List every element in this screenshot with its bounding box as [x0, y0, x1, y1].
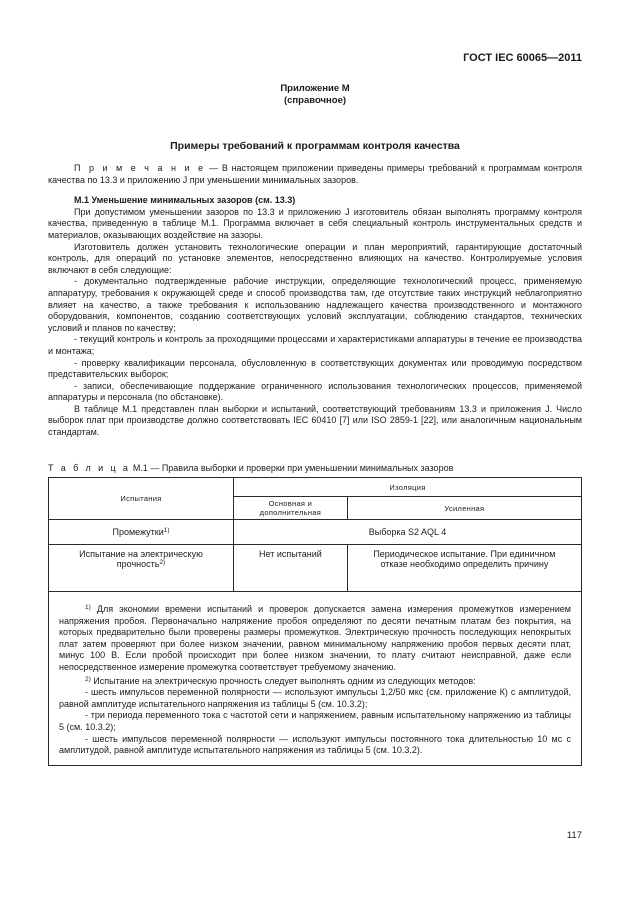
row-gaps-value: Выборка S2 AQL 4 [234, 520, 582, 545]
appendix-subtitle: (справочное) [283, 95, 347, 106]
table-header-row [49, 478, 582, 497]
page-number: 117 [566, 830, 582, 841]
footnote-2-item: - шесть импульсов переменной полярности — используют импульсы 1,2/50 мкс (см. приложение К) с амплитудой, равной амплитуде испытательного напряжения из таблицы 5 (см. 10.3.2); [59, 687, 571, 709]
note-text: — В настоящем приложении приведены примеры требований к программам контроля качества по 13.3 и приложению J при уменьшении минимальных зазоров. [48, 163, 583, 185]
m1-list-item-1: - документально подтвержденные рабочие инструкции, определяющие технологический процесс, применяемую аппаратуру, требования к окружающей среде и способ производства там, где отсутствие таких инструкций неблагоприятно влияет на качество, а также требования к использованию надлежащего качества производственного и монтажного оборудования, компонентов, созданию соответствующих условий эксплуатации, соблюдению стандартов, технических условий и планов по качеству; [48, 276, 582, 333]
appendix-title: Приложение М [280, 83, 350, 94]
table-row [49, 520, 582, 545]
footnote-2-item: - три периода переменного тока с частотой сети и напряжением, равным испытательному напряжению из таблицы 5 (см. 10.3.2); [59, 710, 571, 732]
table-footnotes [49, 592, 582, 766]
body-text [48, 163, 582, 439]
m1-paragraph-3: В таблице М.1 представлен план выборки и испытаний, соответствующий требованиям 13.3 и приложения J. Число выборок плат при производстве должно соответствовать IEC 60410 [7] или ISO 2859-1 [22], или аналогичным национальным стандартам. [48, 403, 582, 438]
table-caption [48, 463, 453, 473]
header-reinforced: Усиленная [347, 497, 581, 520]
note-label: П р и м е ч а н и е [74, 163, 206, 173]
row-strength-basic: Нет испытаний [234, 545, 348, 592]
header-basic: Основная и дополнительная [234, 497, 348, 520]
row-strength-reinforced: Периодическое испытание. При единичном отказе необходимо определить причину [347, 545, 581, 592]
row-gaps-label: Промежутки$^{1)}$ [49, 520, 234, 545]
m1-heading: М.1 Уменьшение минимальных зазоров (см. 13.3) [74, 195, 296, 206]
footnote-2-item: - шесть импульсов переменной полярности — используют импульсы постоянного тока длительностью 10 мс с амплитудой, равной амплитуде испытательного напряжения из таблицы 5 (см. 10.3.2). [59, 733, 571, 756]
table-m1 [48, 477, 582, 766]
table-caption-label: Т а б л и ц а [48, 463, 131, 473]
footnote-1: $^{1)}$ Для экономии времени испытаний и проверок допускается замена измерения промежутков измерением напряжения пробоя. Первоначально напряжение пробоя определяют по десяти печатным платам без покрытия, на которых предварительно были проверены размеры промежутков. Электрическую прочность последующих непокрытых плат затем проверяют при более низком значении, равном минимальному напряжению пробоя первых десяти плат, минус 100 В. Если пробой происходит при более низком значении, то плату считают неисправной, даже если непосредственное измерение промежутка соответствует требуемому значению. [59, 604, 571, 672]
m1-list-item-4: - записи, обеспечивающие поддержание ограниченного использования технологических процессов, применяемой аппаратуры и персонала (по обстановке). [48, 380, 582, 403]
row-strength-label: Испытание на электрическую прочность$^{2)}$ [49, 545, 234, 592]
footnote-2: $^{2)}$ Испытание на электрическую прочность следует выполнять одним из следующих методов: [85, 675, 476, 686]
m1-list-item-2: - текущий контроль и контроль за проходящими процессами и характеристиками аппаратуры в течение ее производства и монтажа; [48, 334, 582, 356]
header-tests: Испытания [49, 478, 234, 520]
m1-paragraph-1: При допустимом уменьшении зазоров по 13.3 и приложению J изготовитель обязан выполнять программу контроля качества, приведенную в таблице М.1. Программа включает в себя специальный контроль инструментальных средств и материалов, оказывающих воздействие на зазоры. [48, 206, 582, 240]
note-paragraph [48, 163, 582, 186]
m1-paragraph-2: Изготовитель должен установить технологические операции и план мероприятий, гарантирующие достаточный контроль, для операций по установке элементов, непосредственно влияющих на качество. Контролируемые условия включают в себя следующие: [48, 241, 582, 275]
table-caption-text: М.1 — Правила выборки и проверки при уменьшении минимальных зазоров [130, 463, 454, 473]
m1-list-item-3: - проверку квалификации персонала, обусловленную в соответствующих документах или проводимую посредством представительских выборок; [48, 357, 582, 380]
table-row [49, 545, 582, 592]
header-insulation: Изоляция [234, 478, 582, 497]
table-footnotes-row [49, 592, 582, 766]
section-title: Примеры требований к программам контроля качества [170, 140, 460, 152]
standard-designation: ГОСТ IEC 60065—2011 [463, 52, 582, 64]
